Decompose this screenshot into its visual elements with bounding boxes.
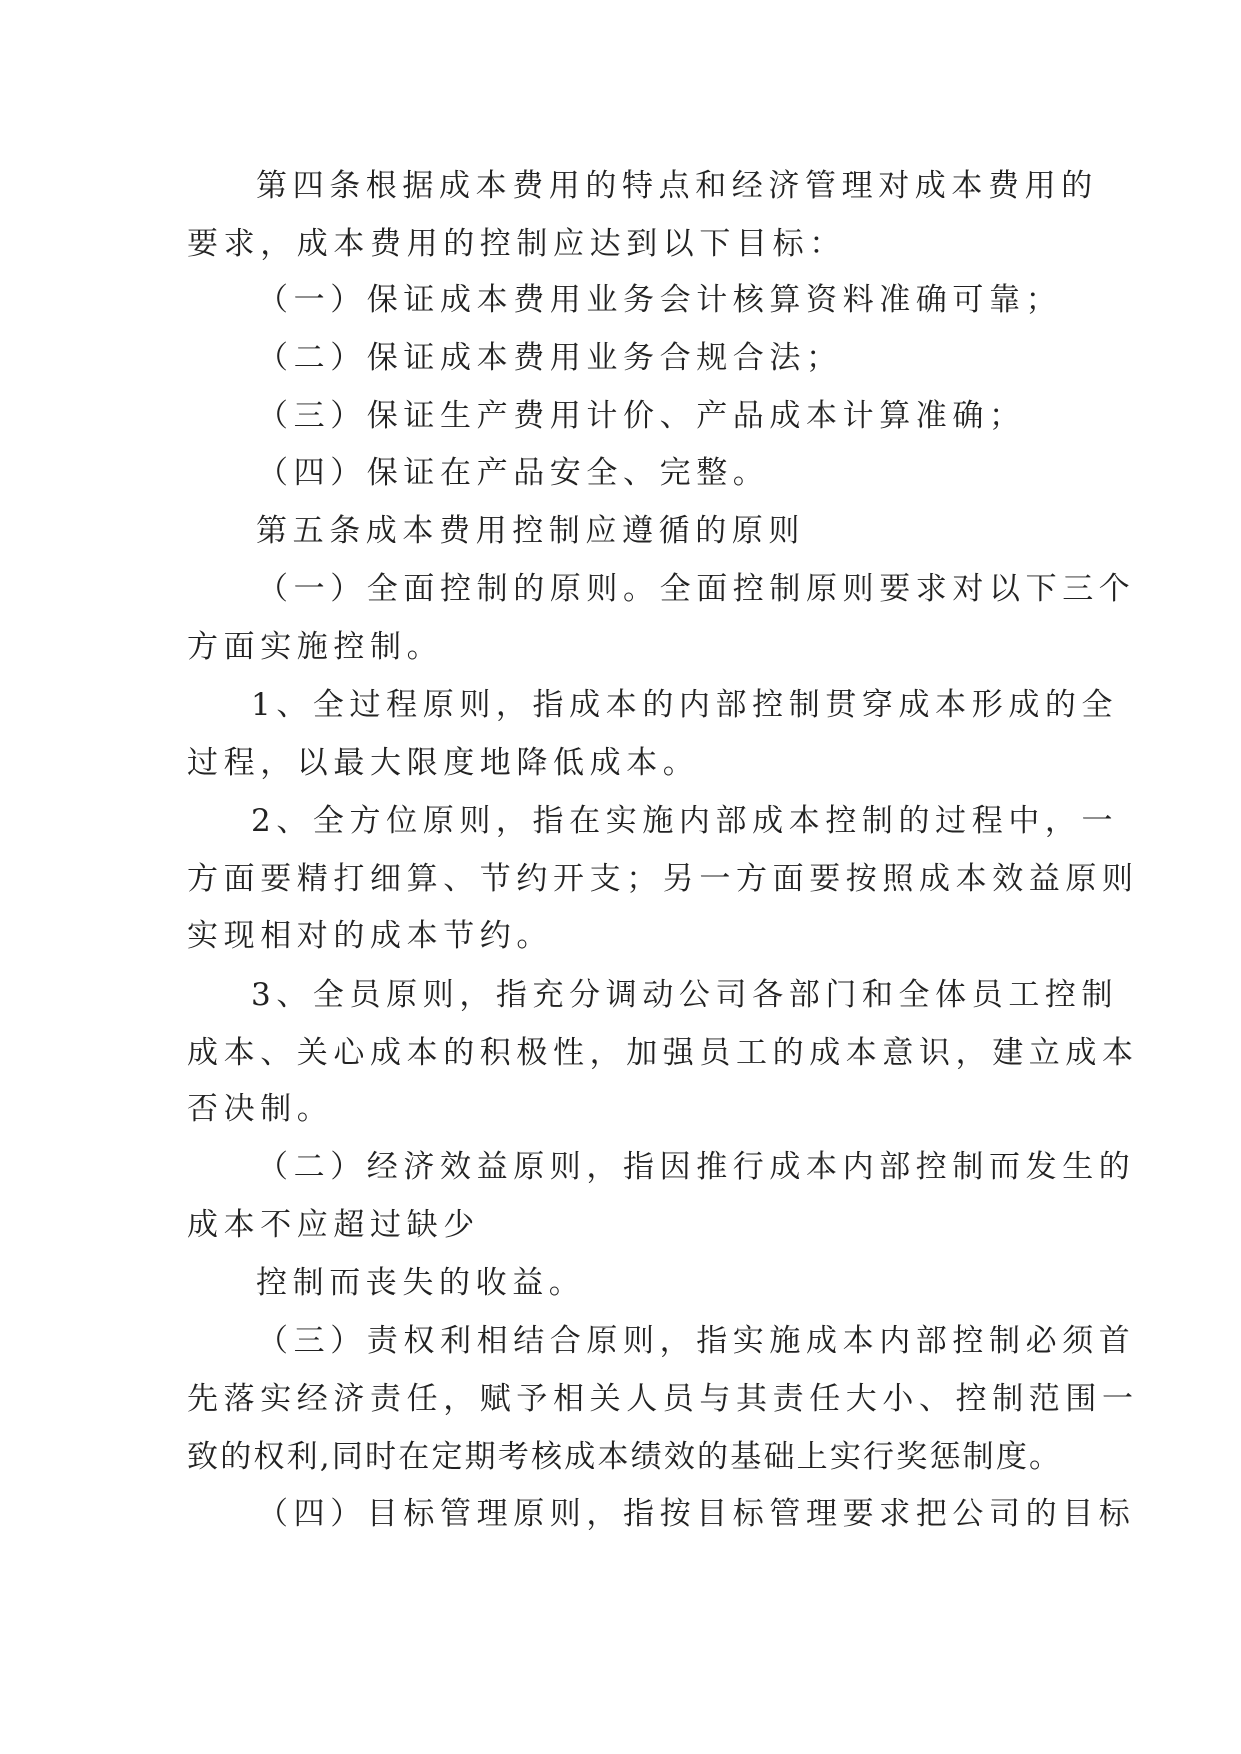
paragraph-line: 要求，成本费用的控制应达到以下目标： <box>187 226 846 262</box>
paragraph-line: 先落实经济责任，赋予相关人员与其责任大小、控制范围一 <box>187 1381 1139 1417</box>
paragraph-line: 实现相对的成本节约。 <box>187 918 553 954</box>
paragraph-line: 控制而丧失的收益。 <box>256 1265 586 1301</box>
paragraph-line: 3、全员原则，指充分调动公司各部门和全体员工控制 <box>251 977 1119 1013</box>
paragraph-line: 过程，以最大限度地降低成本。 <box>187 745 700 781</box>
paragraph-line: （四）目标管理原则，指按目标管理要求把公司的目标 <box>257 1496 1136 1532</box>
paragraph-line: 第四条根据成本费用的特点和经济管理对成本费用的 <box>256 168 1098 204</box>
paragraph-line: （三）责权利相结合原则，指实施成本内部控制必须首 <box>257 1323 1136 1359</box>
paragraph-line: （一）全面控制的原则。全面控制原则要求对以下三个 <box>257 571 1136 607</box>
paragraph-line: 成本、关心成本的积极性，加强员工的成本意识，建立成本 <box>187 1035 1139 1071</box>
paragraph-line: 方面实施控制。 <box>187 629 444 665</box>
list-item: （三）保证生产费用计价、产品成本计算准确； <box>257 398 1026 434</box>
paragraph-line: 否决制。 <box>187 1091 334 1127</box>
paragraph-line: 方面要精打细算、节约开支；另一方面要按照成本效益原则 <box>187 861 1139 897</box>
paragraph-line: （二）经济效益原则，指因推行成本内部控制而发生的 <box>257 1149 1136 1185</box>
paragraph-line: 成本不应超过缺少 <box>187 1207 480 1243</box>
paragraph-line: 2、全方位原则，指在实施内部成本控制的过程中，一 <box>251 803 1119 839</box>
list-item: （二）保证成本费用业务合规合法； <box>257 340 843 376</box>
paragraph-line: 致的权利,同时在定期考核成本绩效的基础上实行奖惩制度。 <box>187 1439 1063 1475</box>
list-item: （四）保证在产品安全、完整。 <box>257 455 770 491</box>
list-item: （一）保证成本费用业务会计核算资料准确可靠； <box>257 282 1063 318</box>
section-heading: 第五条成本费用控制应遵循的原则 <box>256 513 805 549</box>
paragraph-line: 1、全过程原则，指成本的内部控制贯穿成本形成的全 <box>251 687 1119 723</box>
